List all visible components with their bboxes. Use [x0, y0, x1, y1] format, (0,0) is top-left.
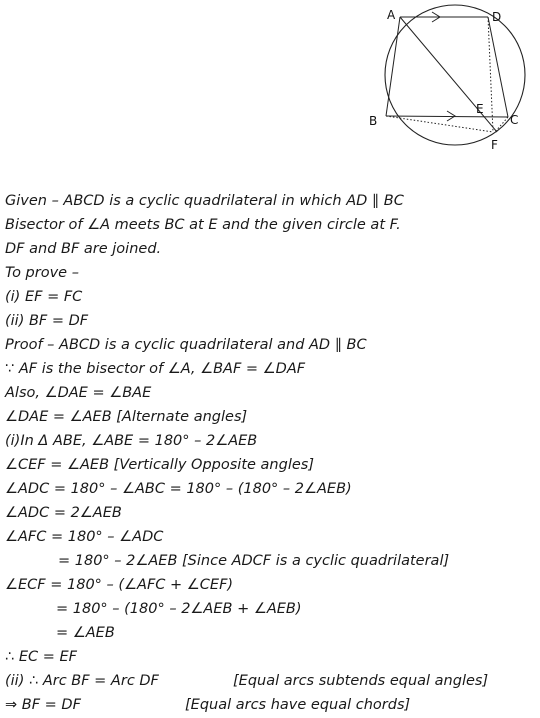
label-e: E	[476, 102, 484, 116]
proof-reason: [Equal arcs subtends equal angles]	[233, 673, 489, 689]
label-d: D	[492, 10, 502, 24]
bisector-line: Bisector of ∠A meets BC at E and the given circle at F.	[5, 217, 401, 233]
proof-step: = ∠AEB	[56, 625, 115, 641]
proof-step: = 180° – (180° – 2∠AEB + ∠AEB)	[56, 601, 302, 617]
proof-step: Also, ∠DAE = ∠BAE	[5, 385, 152, 401]
proof-step: ∠ADC = 180° – ∠ABC = 180° – (180° – 2∠AEB)	[5, 481, 352, 497]
label-f: F	[491, 138, 498, 152]
proof-step: ∠DAE = ∠AEB [Alternate angles]	[5, 409, 248, 425]
segment-cf	[495, 117, 508, 132]
proof-step: ∠AFC = 180° – ∠ADC	[5, 529, 164, 545]
joined-line: DF and BF are joined.	[5, 241, 162, 257]
proof-step: ∴ EC = EF	[5, 649, 77, 665]
side-ab	[386, 17, 400, 116]
proof-reason: [Equal arcs have equal chords]	[185, 697, 411, 713]
parallel-arrow-bc	[447, 111, 455, 121]
cyclic-quadrilateral-figure	[360, 0, 540, 160]
label-a: A	[387, 8, 396, 22]
proof-step: ∠ECF = 180° – (∠AFC + ∠CEF)	[5, 577, 234, 593]
proof-step: = 180° – 2∠AEB [Since ADCF is a cyclic quadrilateral]	[58, 553, 450, 569]
proof-conclusion: ⇒ BF = DF	[5, 697, 81, 713]
side-dc	[488, 17, 508, 117]
segment-bf	[386, 116, 493, 132]
segment-df	[488, 17, 493, 132]
proof-heading: Proof – ABCD is a cyclic quadrilateral and AD ∥ BC	[5, 337, 367, 353]
given-line: Given – ABCD is a cyclic quadrilateral in which AD ∥ BC	[5, 193, 404, 209]
to-prove-heading: To prove –	[5, 265, 79, 281]
side-bc	[386, 116, 508, 117]
prove-i: (i) EF = FC	[5, 289, 83, 305]
proof-step: (i)In Δ ABE, ∠ABE = 180° – 2∠AEB	[5, 433, 258, 449]
label-b: B	[369, 114, 378, 128]
circumcircle	[385, 5, 525, 145]
proof-step: ∵ AF is the bisector of ∠A, ∠BAF = ∠DAF	[5, 361, 306, 377]
prove-ii: (ii) BF = DF	[5, 313, 89, 329]
label-c: C	[510, 113, 519, 127]
proof-step: ∠ADC = 2∠AEB	[5, 505, 122, 521]
proof-step: (ii) ∴ Arc BF = Arc DF	[5, 673, 159, 689]
proof-step: ∠CEF = ∠AEB [Vertically Opposite angles]	[5, 457, 314, 473]
